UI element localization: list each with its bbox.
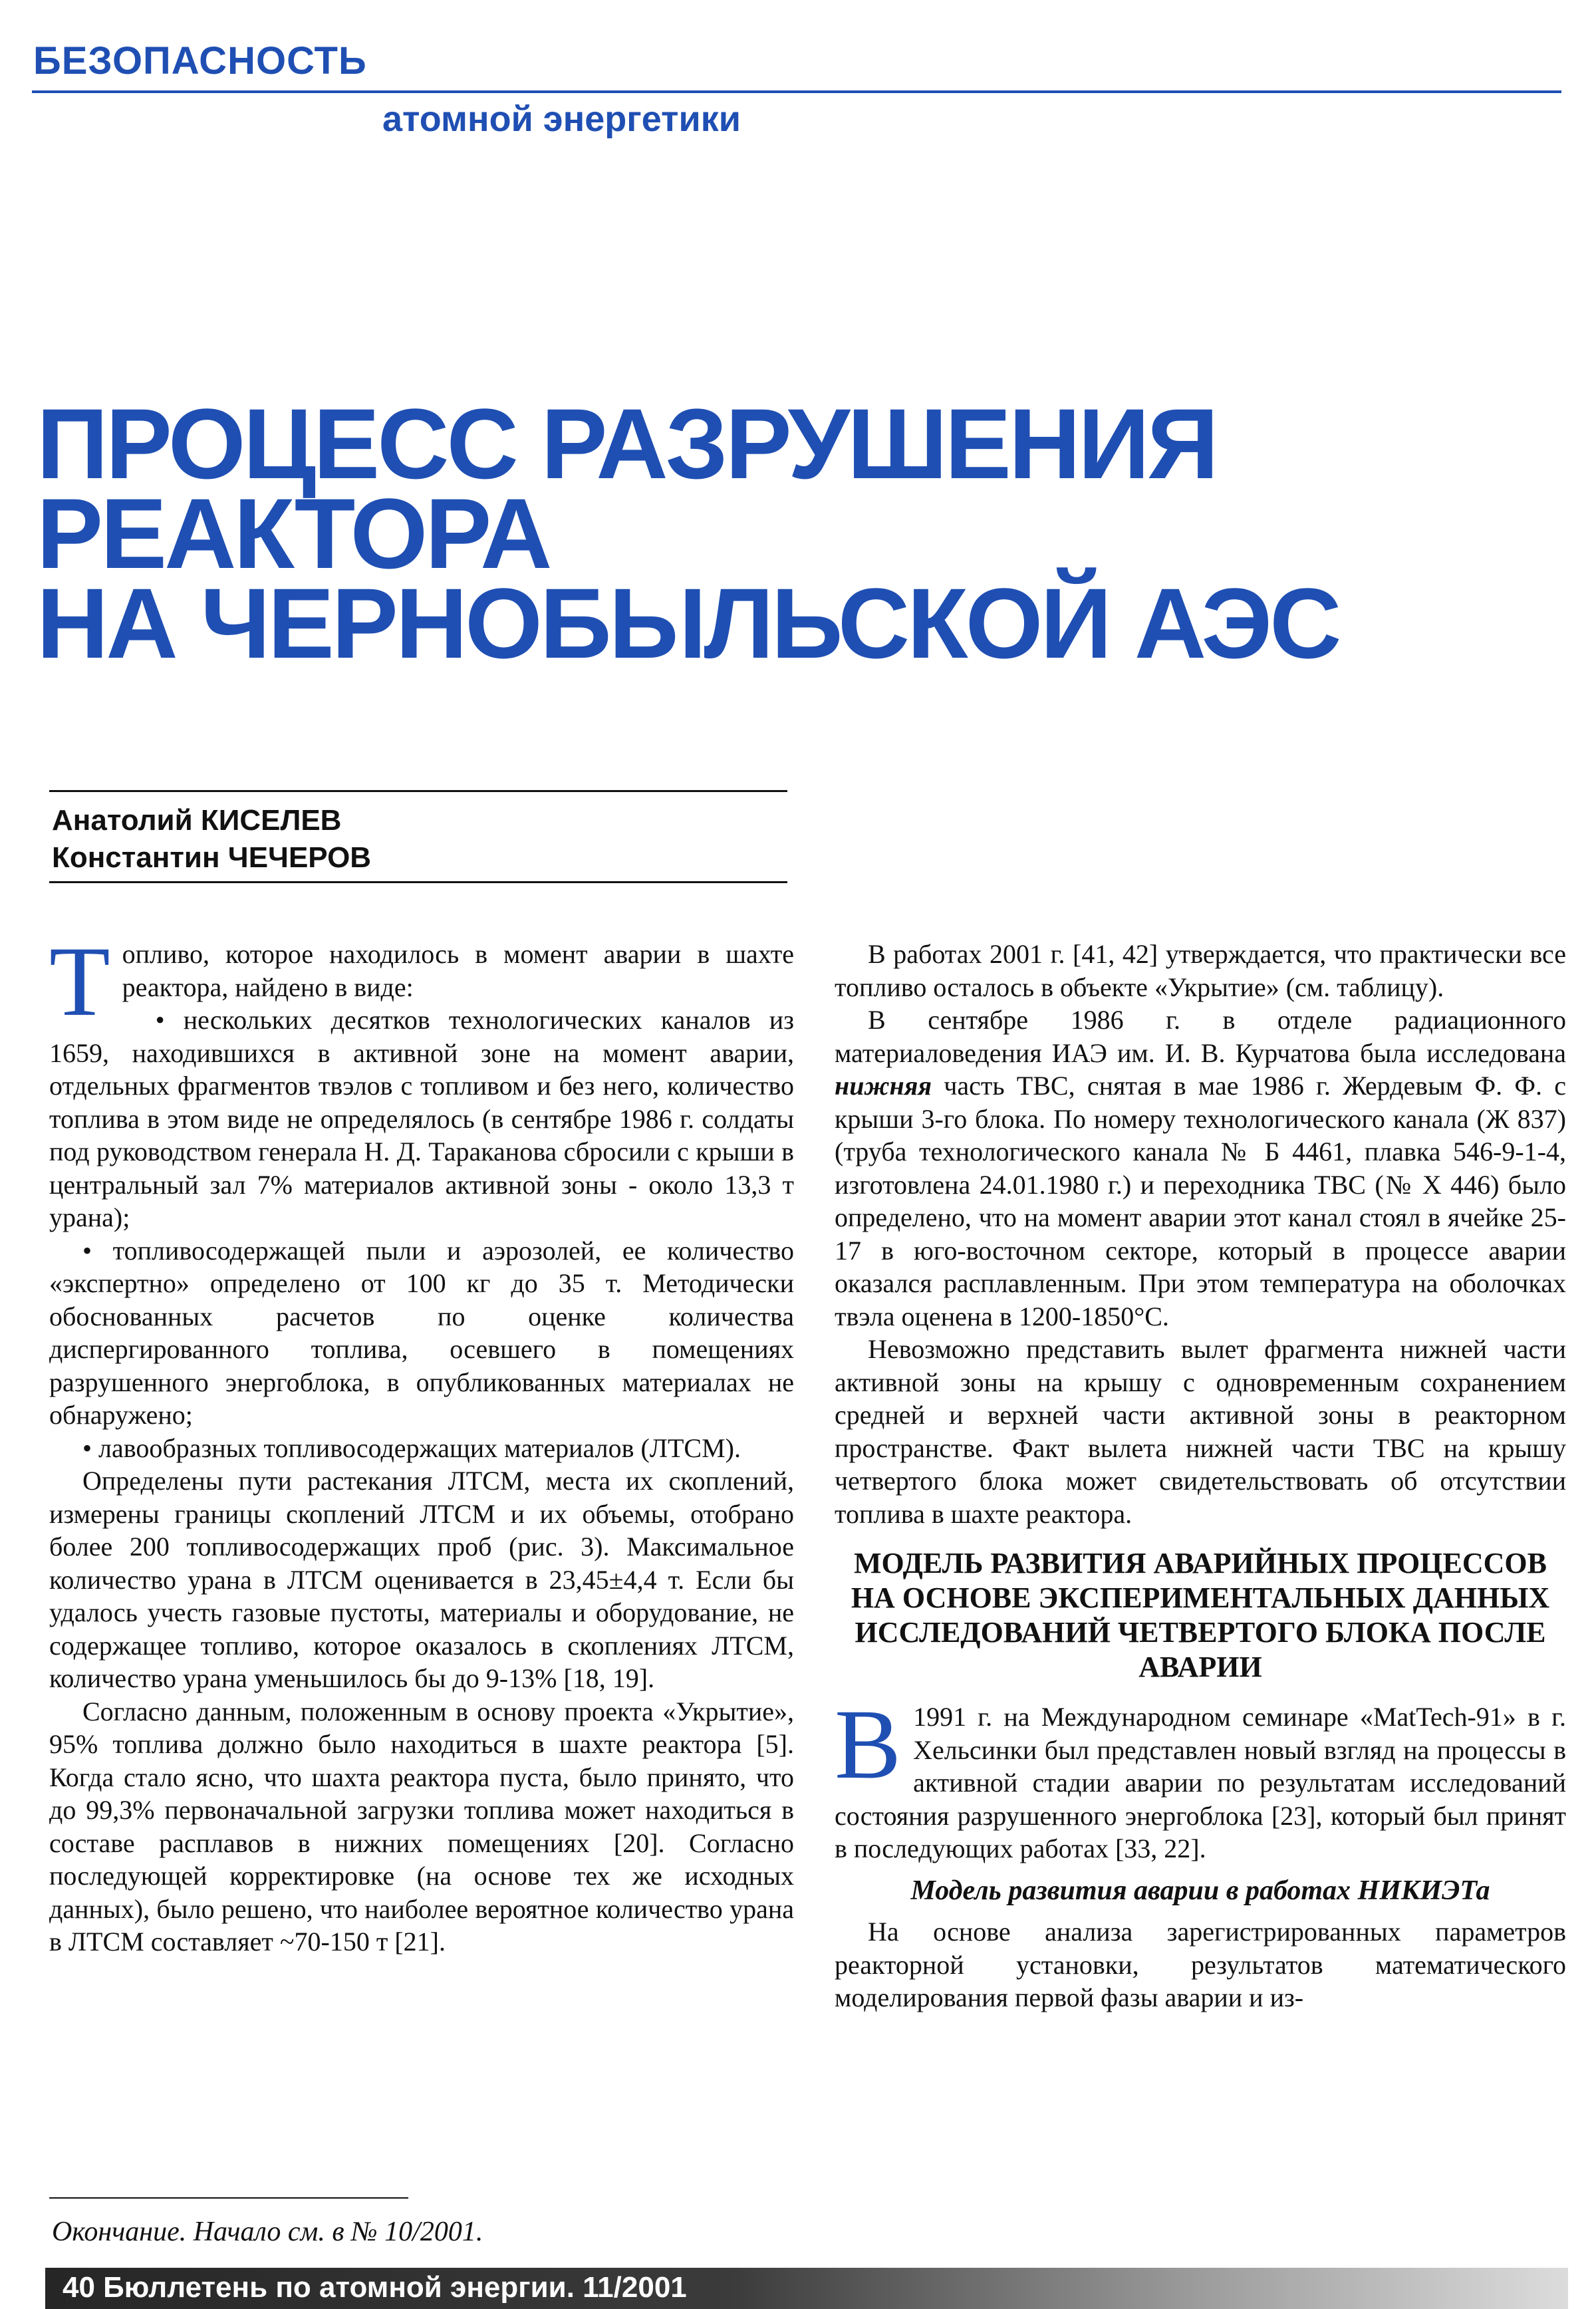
authors-rule-bottom [49,881,787,883]
paragraph: опливо, которое находилось в момент аварии в шахте реактора, найдено в виде: [122,939,794,1002]
subheading: Модель развития аварии в работах НИКИЭТа [910,1875,1490,1906]
paragraph: 1991 г. на Международном семинаре «MatTech-91» в г. Хельсинки был представлен новый взгляд на процессы в активной стадии аварии по результатам исследований состояния разрушенного энергоблока [23], который был принят в последующих работах [33, 22]. [835,1702,1566,1863]
left-column [49,926,794,1959]
dropcap-right: В [835,1689,902,1800]
paragraph-part: В сентябре 1986 г. в отделе радиационного материаловедения ИАЭ им. И. В. Курчатова была исследована [835,1005,1566,1068]
dropcap-left: Т [49,926,110,1037]
paragraph: Невозможно представить вылет фрагмента нижней части активной зоны на крышу с одновременным сохранением средней и верхней части активной зоны в реакторном пространстве. Факт вылета нижней части ТВС на крышу четвертого блока может свидетельствовать об отсутствии топлива в шахте реактора. [835,1334,1566,1529]
title-line-2: РЕАКТОРА [37,477,550,589]
right-column [835,938,1566,2014]
section-subtitle: атомной энергетики [382,99,741,139]
section-heading: МОДЕЛЬ РАЗВИТИЯ АВАРИЙНЫХ ПРОЦЕССОВ НА ОСНОВЕ ЭКСПЕРИМЕНТАЛЬНЫХ ДАННЫХ ИССЛЕДОВАНИЙ ЧЕТВЕРТОГО БЛОКА ПОСЛЕ АВАРИИ [851,1547,1550,1683]
paragraph: Определены пути растекания ЛТСМ, места их скоплений, измерены границы скоплений ЛТСМ и их объемы, отобрано более 200 топливосодержащих проб (рис. 3). Максимальное количество урана в ЛТСМ оценивается в 23,45±4,4 т. Если бы удалось учесть газовые пустоты, материалы и оборудование, не содержащее топливо, которое оказалось в скоплениях ЛТСМ, количество урана уменьшилось бы до 9-13% [18, 19]. [49,1466,794,1693]
bullet-item: • нескольких десятков технологических каналов из 1659, находившихся в активной зоне на момент аварии, отдельных фрагментов твэлов с топливом и без него, количество топлива в этом виде не определялось (в сентябре 1986 г. солдаты под руководством генерала Н. Д. Тараканова сбросили с крыши в центральный зал 7% материалов активной зоны - около 13,3 т урана); [49,1005,794,1232]
paragraph: Согласно данным, положенным в основу проекта «Укрытие», 95% топлива должно было находиться в шахте реактора [5]. Когда стало ясно, что шахта реактора пуста, было принято, что до 99,3% первоначальной загрузки топлива может находиться в составе расплавов в нижних помещениях [20]. Согласно последующей корректировке (на основе тех же исходных данных), было решено, что наиболее вероятное количество урана в ЛТСМ составляет ~70-150 т [21]. [49,1696,794,1957]
authors [52,802,371,877]
authors-rule-top [49,790,787,792]
footer-text: 40 Бюллетень по атомной энергии. 11/2001 [63,2271,687,2304]
author-2: Константин ЧЕЧЕРОВ [52,841,372,874]
paragraph-part: часть ТВС, снятая в мае 1986 г. Жердевым Ф. Ф. с крыши 3-го блока. По номеру технологического канала (Ж 837) (труба технологического канала № Б 4461, плавка 546-9-1-4, изготовлена 24.01.1980 г.) и переходника ТВС (№ Х 446) было определено, что на момент аварии этот канал стоял в ячейке 25-17 в юго-восточном секторе, который в процессе аварии оказался расплавленным. При этом температура на оболочках твэла оценена в 1200-1850°С. [835,1071,1566,1331]
footer-bar [45,2268,1568,2309]
paragraph: В работах 2001 г. [41, 42] утверждается, что практически все топливо осталось в объекте «Укрытие» (см. таблицу). [835,939,1566,1002]
title-line-1: ПРОЦЕСС РАЗРУШЕНИЯ [37,388,1216,499]
header-rule [32,90,1561,93]
paragraph: На основе анализа зарегистрированных параметров реакторной установки, результатов математического моделирования первой фазы аварии и из- [835,1917,1566,2012]
bullet-item: • лавообразных топливосодержащих материалов (ЛТСМ). [82,1432,741,1463]
bullet-item: • топливосодержащей пыли и аэрозолей, ее количество «экспертно» определено от 100 кг до 35 т. Методически обоснованных расчетов по оценке количества диспергированного топлива, осевшего в помещениях разрушенного энергоблока, в опубликованных материалах не обнаружено; [49,1235,794,1430]
article-title [37,388,1566,679]
footnote: Окончание. Начало см. в № 10/2001. [52,2217,483,2247]
section-title: БЕЗОПАСНОСТЬ [33,39,367,82]
author-1: Анатолий КИСЕЛЕВ [52,804,342,837]
paragraph [835,1004,1566,1333]
footnote-rule [49,2197,408,2199]
emphasis: нижняя [835,1071,932,1101]
title-line-3: НА ЧЕРНОБЫЛЬСКОЙ АЭС [37,567,1339,679]
